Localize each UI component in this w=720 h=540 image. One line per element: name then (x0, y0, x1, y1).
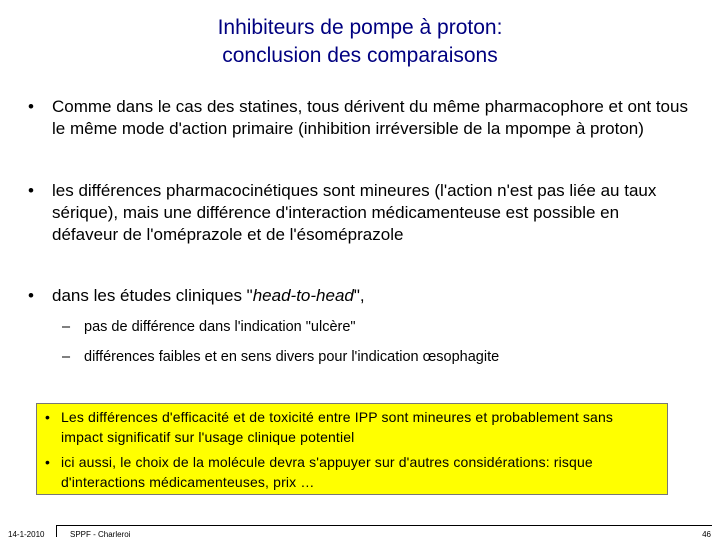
footer-page-number: 46 (702, 530, 711, 539)
sub-bullet-item-2 (62, 348, 682, 367)
box-item-1 (45, 407, 657, 447)
bullet-item-3 (24, 285, 688, 307)
conclusion-highlight-box (36, 403, 668, 495)
footer-divider-tick (56, 525, 57, 537)
bullet-marker: • (28, 286, 34, 305)
sub-bullet-item-1 (62, 318, 682, 337)
bullet-marker: • (28, 97, 34, 116)
bullet-text-start: dans les études cliniques " (52, 286, 253, 305)
box-item-2 (45, 452, 657, 492)
bullet-marker: • (45, 409, 51, 425)
bullet-text-end: ", (353, 286, 365, 305)
bullet-item-1 (24, 96, 688, 140)
box-item-text: ici aussi, le choix de la molécule devra s'appuyer sur d'autres considérations: risque d'interactions médicamenteuses, prix … (61, 454, 593, 490)
title-line-2: conclusion des comparaisons (222, 44, 498, 67)
bullet-item-2 (24, 180, 688, 246)
slide-title (0, 14, 720, 70)
box-item-text: Les différences d'efficacité et de toxicité entre IPP sont mineures et probablement sans impact significatif sur l'usage clinique potentiel (61, 409, 614, 445)
bullet-text-italic: head-to-head (252, 286, 354, 305)
bullet-text: Comme dans le cas des statines, tous dérivent du même pharmacophore et ont tous le même mode d'action primaire (inhibition irréversible de la mpompe à proton) (52, 97, 688, 138)
title-line-1: Inhibiteurs de pompe à proton: (217, 16, 503, 39)
footer-date: 14-1-2010 (8, 530, 45, 539)
bullet-text (52, 285, 688, 307)
footer-divider (56, 525, 712, 526)
bullet-marker: • (45, 454, 51, 470)
bullet-marker: • (28, 181, 34, 200)
sub-bullet-text: pas de différence dans l'indication "ulcère" (84, 319, 356, 335)
footer-source: SPPF - Charleroi (70, 530, 131, 539)
bullet-text: les différences pharmacocinétiques sont mineures (l'action n'est pas liée au taux sérique), mais une différence d'interaction médicamenteuse est possible en défaveur de l'oméprazole et de l'ésoméprazole (52, 181, 657, 244)
sub-bullet-text: différences faibles et en sens divers pour l'indication œsophagite (84, 349, 500, 365)
dash-marker: – (62, 319, 71, 335)
dash-marker: – (62, 349, 71, 365)
